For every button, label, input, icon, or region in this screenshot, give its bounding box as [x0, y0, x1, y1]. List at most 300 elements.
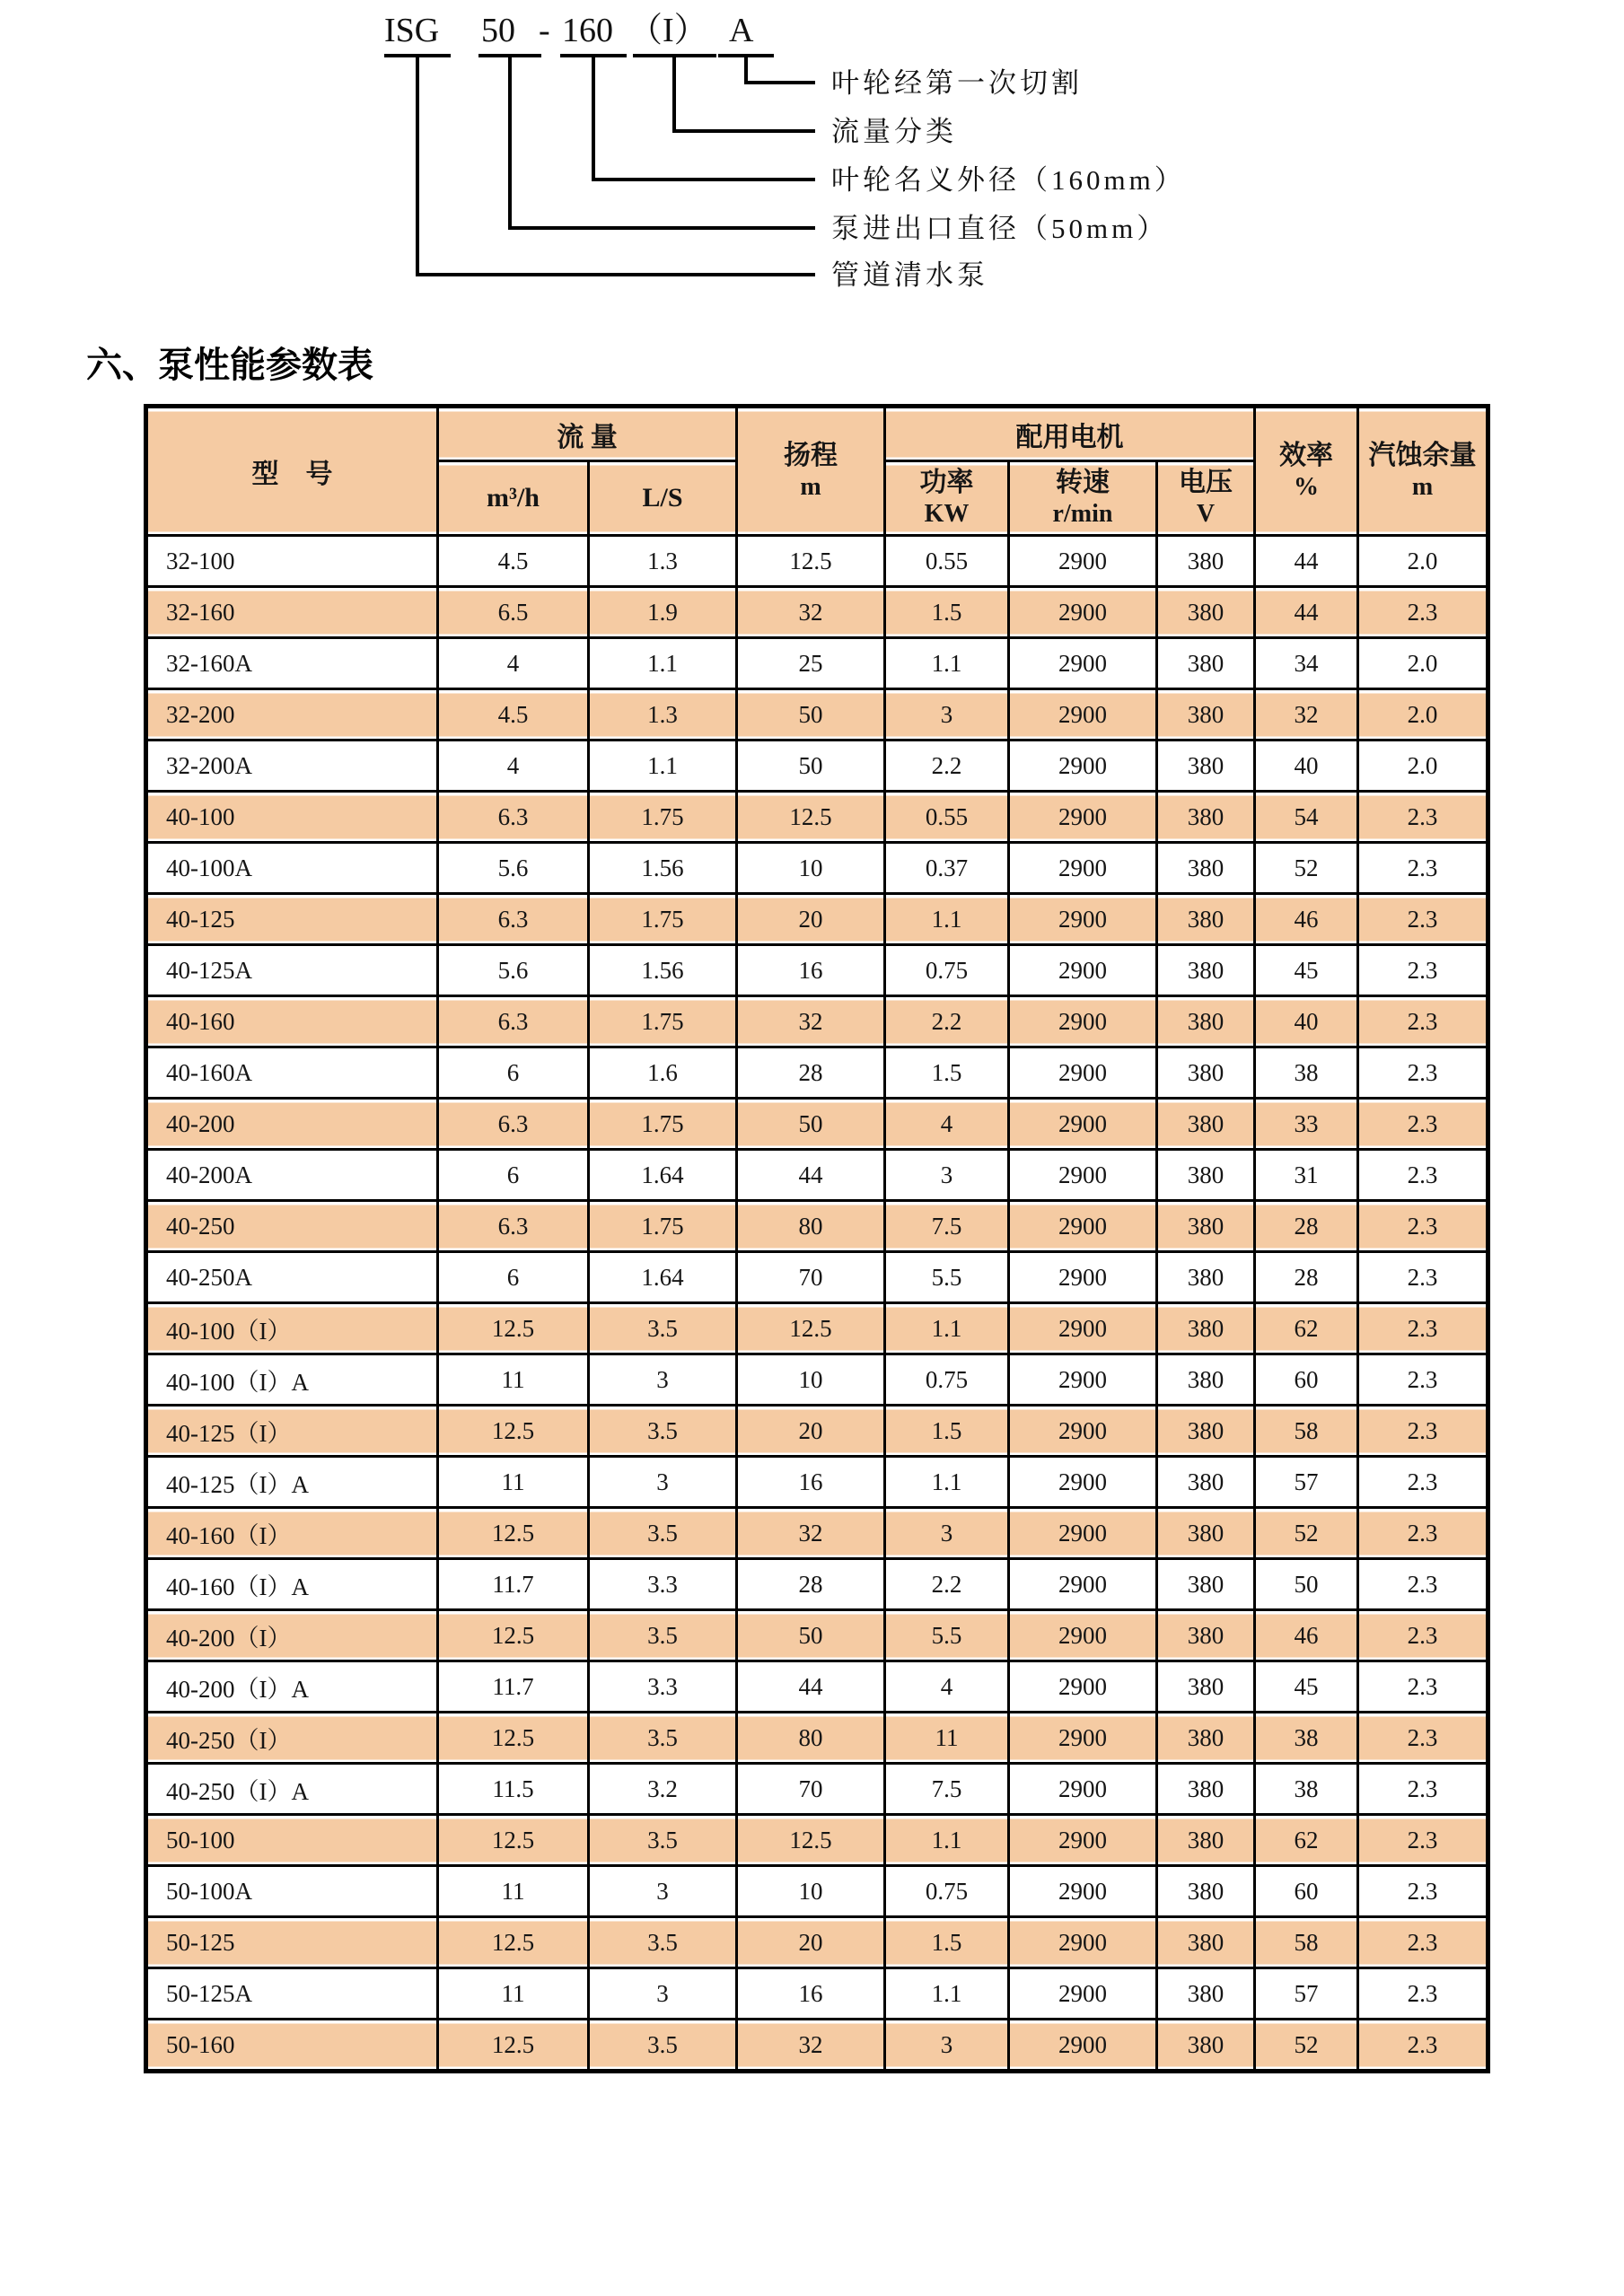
- voltage-cell: 380: [1157, 1713, 1255, 1764]
- efficiency-cell: 58: [1255, 1406, 1358, 1457]
- lift-cell: 32: [737, 587, 885, 638]
- lift-cell: 16: [737, 1457, 885, 1508]
- table-row: [146, 945, 1488, 996]
- voltage-cell: 380: [1157, 1252, 1255, 1303]
- power-cell: 2.2: [885, 741, 1009, 792]
- flow-ls-cell: 3.3: [589, 1661, 737, 1713]
- npsh-cell: 2.3: [1358, 1764, 1488, 1815]
- lift-cell: 25: [737, 638, 885, 689]
- flow-m3h-cell: 6: [438, 1150, 589, 1201]
- npsh-cell: 2.3: [1358, 843, 1488, 894]
- flow-m3h-cell: 6: [438, 1252, 589, 1303]
- npsh-cell: 2.3: [1358, 1610, 1488, 1661]
- npsh-cell: 2.3: [1358, 1968, 1488, 2020]
- model-cell: 40-125A: [146, 945, 438, 996]
- table-row: [146, 792, 1488, 843]
- efficiency-cell: 28: [1255, 1252, 1358, 1303]
- header-voltage: [1157, 461, 1255, 536]
- header-npsh-unit: m: [1411, 473, 1434, 502]
- header-efficiency: [1255, 407, 1358, 536]
- table-row: [146, 638, 1488, 689]
- flow-m3h-cell: 6.3: [438, 996, 589, 1047]
- flow-ls-cell: 3.2: [589, 1764, 737, 1815]
- flow-ls-cell: 3.5: [589, 1406, 737, 1457]
- model-cell: 40-100（I）: [146, 1303, 438, 1354]
- lift-cell: 28: [737, 1047, 885, 1099]
- npsh-cell: 2.0: [1358, 638, 1488, 689]
- speed-cell: 2900: [1009, 945, 1157, 996]
- speed-cell: 2900: [1009, 1354, 1157, 1406]
- npsh-cell: 2.3: [1358, 894, 1488, 945]
- efficiency-cell: 50: [1255, 1559, 1358, 1610]
- voltage-cell: 380: [1157, 1406, 1255, 1457]
- flow-ls-cell: 3.3: [589, 1559, 737, 1610]
- flow-ls-cell: 1.64: [589, 1150, 737, 1201]
- model-cell: 40-100: [146, 792, 438, 843]
- speed-cell: 2900: [1009, 792, 1157, 843]
- flow-ls-cell: 1.9: [589, 587, 737, 638]
- speed-cell: 2900: [1009, 1150, 1157, 1201]
- voltage-cell: 380: [1157, 1457, 1255, 1508]
- voltage-cell: 380: [1157, 1099, 1255, 1150]
- efficiency-cell: 54: [1255, 792, 1358, 843]
- flow-m3h-cell: 6: [438, 1047, 589, 1099]
- flow-m3h-cell: 12.5: [438, 1713, 589, 1764]
- header-npsh: [1358, 407, 1488, 536]
- flow-m3h-cell: 11.7: [438, 1661, 589, 1713]
- power-cell: 2.2: [885, 996, 1009, 1047]
- flow-ls-cell: 3.5: [589, 1303, 737, 1354]
- header-npsh-label: 汽蚀余量: [1368, 440, 1477, 470]
- flow-m3h-cell: 12.5: [438, 1610, 589, 1661]
- power-cell: 1.1: [885, 1815, 1009, 1866]
- lift-cell: 12.5: [737, 792, 885, 843]
- power-cell: 0.55: [885, 536, 1009, 587]
- power-cell: 1.1: [885, 1457, 1009, 1508]
- lift-cell: 20: [737, 1917, 885, 1968]
- npsh-cell: 2.3: [1358, 2020, 1488, 2072]
- table-row: [146, 1559, 1488, 1610]
- speed-cell: 2900: [1009, 1406, 1157, 1457]
- npsh-cell: 2.3: [1358, 1252, 1488, 1303]
- table-row: [146, 1201, 1488, 1252]
- model-cell: 40-160（I）: [146, 1508, 438, 1559]
- lift-cell: 50: [737, 689, 885, 741]
- header-lift-unit: m: [800, 473, 821, 502]
- speed-cell: 2900: [1009, 1303, 1157, 1354]
- power-cell: 1.5: [885, 587, 1009, 638]
- flow-m3h-cell: 12.5: [438, 1508, 589, 1559]
- section-title: 六、泵性能参数表: [86, 346, 373, 385]
- speed-cell: 2900: [1009, 894, 1157, 945]
- npsh-cell: 2.3: [1358, 1457, 1488, 1508]
- header-lift-label: 扬程: [784, 440, 838, 470]
- header-voltage-label: 电压: [1179, 467, 1233, 497]
- flow-ls-cell: 3: [589, 1968, 737, 2020]
- efficiency-cell: 60: [1255, 1354, 1358, 1406]
- power-cell: 5.5: [885, 1610, 1009, 1661]
- voltage-cell: 380: [1157, 1917, 1255, 1968]
- speed-cell: 2900: [1009, 1866, 1157, 1917]
- flow-m3h-cell: 11.7: [438, 1559, 589, 1610]
- speed-cell: 2900: [1009, 1201, 1157, 1252]
- voltage-cell: 380: [1157, 1354, 1255, 1406]
- lift-cell: 70: [737, 1764, 885, 1815]
- code-part-series: ISG: [384, 12, 440, 49]
- speed-cell: 2900: [1009, 587, 1157, 638]
- lift-cell: 10: [737, 843, 885, 894]
- flow-ls-cell: 1.75: [589, 996, 737, 1047]
- speed-cell: 2900: [1009, 1610, 1157, 1661]
- table-header: [146, 407, 1488, 536]
- lift-cell: 10: [737, 1354, 885, 1406]
- speed-cell: 2900: [1009, 1508, 1157, 1559]
- lift-cell: 80: [737, 1201, 885, 1252]
- npsh-cell: 2.3: [1358, 945, 1488, 996]
- model-cell: 50-125A: [146, 1968, 438, 2020]
- voltage-cell: 380: [1157, 587, 1255, 638]
- lift-cell: 20: [737, 894, 885, 945]
- lift-cell: 12.5: [737, 536, 885, 587]
- table-row: [146, 1150, 1488, 1201]
- power-cell: 0.75: [885, 1866, 1009, 1917]
- speed-cell: 2900: [1009, 1559, 1157, 1610]
- table-row: [146, 1457, 1488, 1508]
- efficiency-cell: 57: [1255, 1968, 1358, 2020]
- efficiency-cell: 52: [1255, 843, 1358, 894]
- flow-ls-cell: 1.1: [589, 741, 737, 792]
- power-cell: 7.5: [885, 1201, 1009, 1252]
- power-cell: 4: [885, 1099, 1009, 1150]
- model-cell: 32-200A: [146, 741, 438, 792]
- speed-cell: 2900: [1009, 1457, 1157, 1508]
- voltage-cell: 380: [1157, 1764, 1255, 1815]
- model-cell: 50-160: [146, 2020, 438, 2072]
- model-cell: 40-200（I）A: [146, 1661, 438, 1713]
- speed-cell: 2900: [1009, 741, 1157, 792]
- power-cell: 1.1: [885, 1303, 1009, 1354]
- efficiency-cell: 34: [1255, 638, 1358, 689]
- npsh-cell: 2.3: [1358, 792, 1488, 843]
- efficiency-cell: 60: [1255, 1866, 1358, 1917]
- table-row: [146, 1508, 1488, 1559]
- voltage-cell: 380: [1157, 1559, 1255, 1610]
- power-cell: 7.5: [885, 1764, 1009, 1815]
- header-efficiency-label: 效率: [1279, 440, 1333, 470]
- flow-ls-cell: 1.75: [589, 792, 737, 843]
- flow-m3h-cell: 4: [438, 638, 589, 689]
- model-cell: 40-160: [146, 996, 438, 1047]
- header-speed-label: 转速: [1056, 467, 1110, 497]
- code-part-dash: -: [539, 12, 550, 49]
- speed-cell: 2900: [1009, 1252, 1157, 1303]
- npsh-cell: 2.3: [1358, 1713, 1488, 1764]
- efficiency-cell: 62: [1255, 1303, 1358, 1354]
- flow-m3h-cell: 6.3: [438, 792, 589, 843]
- npsh-cell: 2.3: [1358, 1406, 1488, 1457]
- header-flow-ls: L/S: [589, 461, 737, 536]
- voltage-cell: 380: [1157, 1201, 1255, 1252]
- flow-ls-cell: 3.5: [589, 1713, 737, 1764]
- npsh-cell: 2.3: [1358, 1303, 1488, 1354]
- power-cell: 1.5: [885, 1917, 1009, 1968]
- lift-cell: 16: [737, 1968, 885, 2020]
- efficiency-cell: 62: [1255, 1815, 1358, 1866]
- flow-m3h-cell: 6.3: [438, 1099, 589, 1150]
- model-cell: 40-125（I）: [146, 1406, 438, 1457]
- model-cell: 40-250（I）A: [146, 1764, 438, 1815]
- flow-m3h-cell: 4.5: [438, 689, 589, 741]
- lift-cell: 50: [737, 741, 885, 792]
- lift-cell: 80: [737, 1713, 885, 1764]
- speed-cell: 2900: [1009, 1815, 1157, 1866]
- flow-ls-cell: 3.5: [589, 2020, 737, 2072]
- npsh-cell: 2.3: [1358, 1508, 1488, 1559]
- lift-cell: 32: [737, 2020, 885, 2072]
- diagram-label-impeller: 叶轮名义外径（160mm）: [831, 164, 1186, 196]
- lift-cell: 12.5: [737, 1303, 885, 1354]
- flow-ls-cell: 3: [589, 1457, 737, 1508]
- npsh-cell: 2.3: [1358, 1866, 1488, 1917]
- table-row: [146, 1303, 1488, 1354]
- voltage-cell: 380: [1157, 689, 1255, 741]
- lift-cell: 44: [737, 1150, 885, 1201]
- npsh-cell: 2.3: [1358, 1661, 1488, 1713]
- voltage-cell: 380: [1157, 2020, 1255, 2072]
- flow-ls-cell: 1.75: [589, 1099, 737, 1150]
- diagram-label-series: 管道清水泵: [831, 259, 988, 291]
- model-cell: 40-200: [146, 1099, 438, 1150]
- efficiency-cell: 44: [1255, 587, 1358, 638]
- table-row: [146, 1099, 1488, 1150]
- flow-ls-cell: 1.3: [589, 536, 737, 587]
- voltage-cell: 380: [1157, 945, 1255, 996]
- diagram-label-diameter: 泵进出口直径（50mm）: [831, 213, 1169, 244]
- voltage-cell: 380: [1157, 1610, 1255, 1661]
- model-cell: 40-250A: [146, 1252, 438, 1303]
- table-row: [146, 1406, 1488, 1457]
- header-power-unit: KW: [924, 500, 970, 529]
- table-row: [146, 843, 1488, 894]
- power-cell: 0.55: [885, 792, 1009, 843]
- table-row: [146, 894, 1488, 945]
- model-cell: 32-200: [146, 689, 438, 741]
- power-cell: 5.5: [885, 1252, 1009, 1303]
- voltage-cell: 380: [1157, 792, 1255, 843]
- flow-ls-cell: 3.5: [589, 1610, 737, 1661]
- connector-cut: [746, 56, 815, 83]
- lift-cell: 32: [737, 996, 885, 1047]
- table-row: [146, 587, 1488, 638]
- table-row: [146, 1610, 1488, 1661]
- efficiency-cell: 46: [1255, 894, 1358, 945]
- flow-ls-cell: 3: [589, 1866, 737, 1917]
- speed-cell: 2900: [1009, 689, 1157, 741]
- power-cell: 1.1: [885, 1968, 1009, 2020]
- flow-m3h-cell: 11: [438, 1354, 589, 1406]
- speed-cell: 2900: [1009, 1099, 1157, 1150]
- efficiency-cell: 52: [1255, 1508, 1358, 1559]
- flow-m3h-cell: 11.5: [438, 1764, 589, 1815]
- power-cell: 3: [885, 1508, 1009, 1559]
- model-cell: 50-125: [146, 1917, 438, 1968]
- efficiency-cell: 33: [1255, 1099, 1358, 1150]
- npsh-cell: 2.3: [1358, 1917, 1488, 1968]
- npsh-cell: 2.3: [1358, 1559, 1488, 1610]
- table-row: [146, 741, 1488, 792]
- lift-cell: 28: [737, 1559, 885, 1610]
- npsh-cell: 2.3: [1358, 996, 1488, 1047]
- efficiency-cell: 44: [1255, 536, 1358, 587]
- lift-cell: 70: [737, 1252, 885, 1303]
- flow-m3h-cell: 4: [438, 741, 589, 792]
- flow-ls-cell: 1.1: [589, 638, 737, 689]
- model-cell: 40-125: [146, 894, 438, 945]
- voltage-cell: 380: [1157, 1815, 1255, 1866]
- flow-m3h-cell: 5.6: [438, 945, 589, 996]
- flow-ls-cell: 1.75: [589, 894, 737, 945]
- power-cell: 0.75: [885, 1354, 1009, 1406]
- model-cell: 40-160（I）A: [146, 1559, 438, 1610]
- power-cell: 3: [885, 1150, 1009, 1201]
- code-part-diameter: 50: [481, 12, 515, 49]
- code-part-cut: A: [729, 12, 754, 49]
- speed-cell: 2900: [1009, 1764, 1157, 1815]
- speed-cell: 2900: [1009, 843, 1157, 894]
- flow-m3h-cell: 11: [438, 1968, 589, 2020]
- npsh-cell: 2.3: [1358, 1099, 1488, 1150]
- efficiency-cell: 40: [1255, 741, 1358, 792]
- speed-cell: 2900: [1009, 536, 1157, 587]
- power-cell: 0.75: [885, 945, 1009, 996]
- header-speed-unit: r/min: [1052, 500, 1113, 529]
- table-row: [146, 1713, 1488, 1764]
- lift-cell: 44: [737, 1661, 885, 1713]
- power-cell: 1.5: [885, 1406, 1009, 1457]
- table-row: [146, 1252, 1488, 1303]
- header-motor: 配用电机: [885, 407, 1255, 461]
- header-model: 型 号: [146, 407, 438, 536]
- voltage-cell: 380: [1157, 1508, 1255, 1559]
- efficiency-cell: 28: [1255, 1201, 1358, 1252]
- flow-m3h-cell: 12.5: [438, 1406, 589, 1457]
- model-cell: 40-250（I）: [146, 1713, 438, 1764]
- model-cell: 40-100A: [146, 843, 438, 894]
- flow-ls-cell: 1.3: [589, 689, 737, 741]
- header-voltage-unit: V: [1196, 500, 1216, 529]
- power-cell: 2.2: [885, 1559, 1009, 1610]
- header-speed: [1009, 461, 1157, 536]
- power-cell: 3: [885, 689, 1009, 741]
- flow-m3h-cell: 4.5: [438, 536, 589, 587]
- voltage-cell: 380: [1157, 843, 1255, 894]
- model-cell: 32-160A: [146, 638, 438, 689]
- voltage-cell: 380: [1157, 894, 1255, 945]
- npsh-cell: 2.0: [1358, 536, 1488, 587]
- flow-m3h-cell: 11: [438, 1866, 589, 1917]
- model-cell: 50-100: [146, 1815, 438, 1866]
- model-cell: 40-160A: [146, 1047, 438, 1099]
- lift-cell: 16: [737, 945, 885, 996]
- efficiency-cell: 38: [1255, 1047, 1358, 1099]
- speed-cell: 2900: [1009, 1047, 1157, 1099]
- flow-m3h-cell: 6.3: [438, 1201, 589, 1252]
- speed-cell: 2900: [1009, 1968, 1157, 2020]
- efficiency-cell: 57: [1255, 1457, 1358, 1508]
- table-row: [146, 2020, 1488, 2072]
- voltage-cell: 380: [1157, 741, 1255, 792]
- diagram-label-flowclass: 流量分类: [831, 116, 957, 147]
- lift-cell: 50: [737, 1610, 885, 1661]
- header-power-label: 功率: [919, 467, 974, 497]
- table-row: [146, 1968, 1488, 2020]
- header-efficiency-unit: %: [1294, 473, 1319, 502]
- npsh-cell: 2.3: [1358, 1201, 1488, 1252]
- diagram-label-cut: 叶轮经第一次切割: [831, 67, 1083, 99]
- model-cell: 32-160: [146, 587, 438, 638]
- power-cell: 1.1: [885, 894, 1009, 945]
- model-cell: 40-200A: [146, 1150, 438, 1201]
- flow-ls-cell: 1.6: [589, 1047, 737, 1099]
- voltage-cell: 380: [1157, 638, 1255, 689]
- voltage-cell: 380: [1157, 1150, 1255, 1201]
- table-row: [146, 1815, 1488, 1866]
- flow-m3h-cell: 12.5: [438, 1917, 589, 1968]
- model-cell: 32-100: [146, 536, 438, 587]
- efficiency-cell: 46: [1255, 1610, 1358, 1661]
- efficiency-cell: 45: [1255, 1661, 1358, 1713]
- efficiency-cell: 31: [1255, 1150, 1358, 1201]
- flow-ls-cell: 3.5: [589, 1815, 737, 1866]
- power-cell: 1.5: [885, 1047, 1009, 1099]
- flow-ls-cell: 3.5: [589, 1917, 737, 1968]
- lift-cell: 50: [737, 1099, 885, 1150]
- speed-cell: 2900: [1009, 1917, 1157, 1968]
- speed-cell: 2900: [1009, 1713, 1157, 1764]
- efficiency-cell: 52: [1255, 2020, 1358, 2072]
- npsh-cell: 2.3: [1358, 1150, 1488, 1201]
- connector-series: [417, 56, 815, 275]
- npsh-cell: 2.0: [1358, 741, 1488, 792]
- table-row: [146, 1764, 1488, 1815]
- efficiency-cell: 38: [1255, 1713, 1358, 1764]
- header-power: [885, 461, 1009, 536]
- power-cell: 3: [885, 2020, 1009, 2072]
- npsh-cell: 2.3: [1358, 1354, 1488, 1406]
- table-row: [146, 689, 1488, 741]
- flow-ls-cell: 1.75: [589, 1201, 737, 1252]
- lift-cell: 10: [737, 1866, 885, 1917]
- power-cell: 11: [885, 1713, 1009, 1764]
- model-cell: 40-250: [146, 1201, 438, 1252]
- code-part-flowclass: （I）: [628, 12, 708, 49]
- power-cell: 4: [885, 1661, 1009, 1713]
- lift-cell: 20: [737, 1406, 885, 1457]
- lift-cell: 32: [737, 1508, 885, 1559]
- table-row: [146, 1354, 1488, 1406]
- npsh-cell: 2.3: [1358, 1047, 1488, 1099]
- npsh-cell: 2.3: [1358, 1815, 1488, 1866]
- speed-cell: 2900: [1009, 996, 1157, 1047]
- pump-performance-table: [144, 404, 1490, 2073]
- efficiency-cell: 45: [1255, 945, 1358, 996]
- lift-cell: 12.5: [737, 1815, 885, 1866]
- flow-m3h-cell: 12.5: [438, 1303, 589, 1354]
- table-body: [146, 536, 1488, 2072]
- flow-ls-cell: 3.5: [589, 1508, 737, 1559]
- flow-ls-cell: 1.56: [589, 945, 737, 996]
- voltage-cell: 380: [1157, 1661, 1255, 1713]
